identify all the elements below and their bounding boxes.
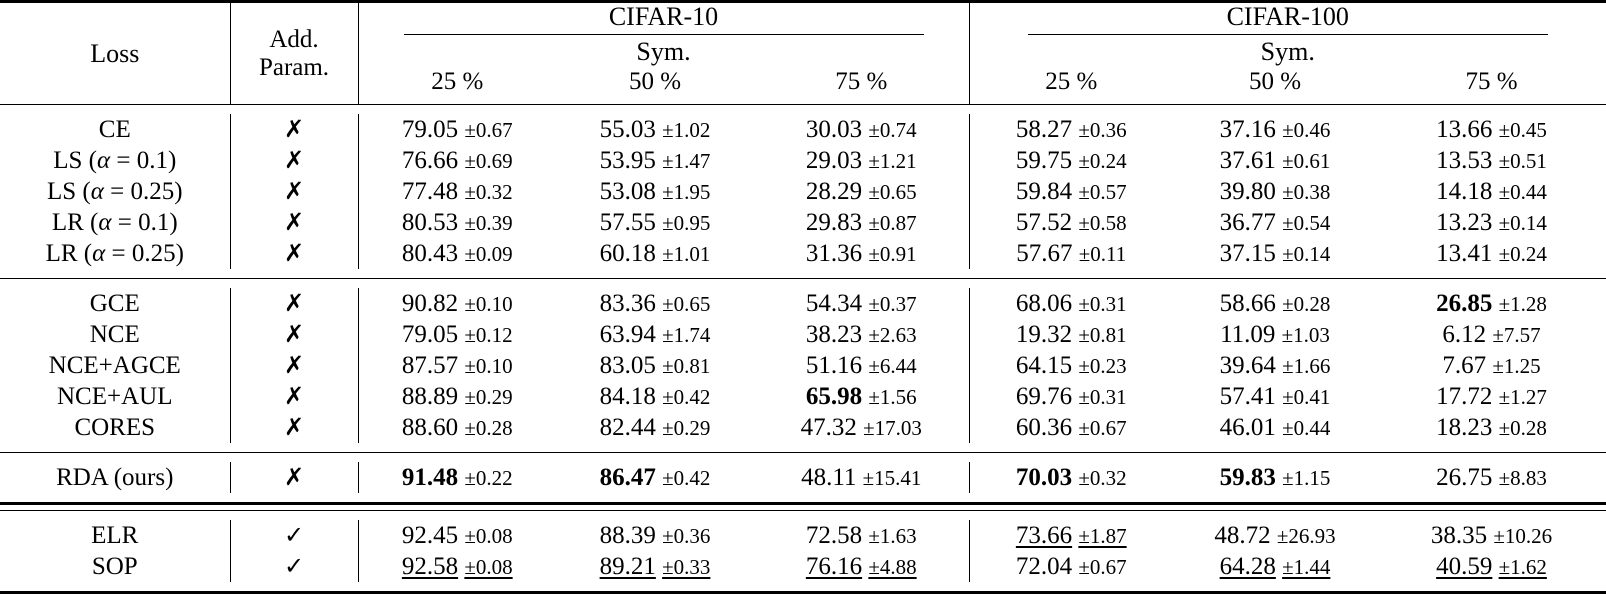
result-value: 88.39 bbox=[600, 522, 656, 549]
result-cell bbox=[969, 288, 1173, 319]
result-stddev: ±1.87 bbox=[1078, 524, 1126, 548]
result-cell bbox=[969, 145, 1173, 176]
result-cell bbox=[1173, 381, 1377, 412]
result-cell bbox=[358, 176, 556, 207]
result-value: 59.75 bbox=[1016, 147, 1072, 174]
group-header-cifar-100 bbox=[969, 3, 1606, 66]
noise-level-header-cifar-100-50: 50 % bbox=[1173, 66, 1377, 105]
result-value: 88.89 bbox=[402, 383, 458, 410]
result-value: 39.80 bbox=[1220, 178, 1276, 205]
result-stddev: ±0.24 bbox=[1078, 149, 1126, 173]
table-row bbox=[0, 319, 1606, 350]
result-cell bbox=[556, 207, 754, 238]
row-label-ls-0-1: LS (α = 0.1) bbox=[0, 145, 230, 176]
result-value: 76.16 bbox=[806, 553, 862, 580]
result-stddev: ±0.65 bbox=[662, 292, 710, 316]
result-value: 53.08 bbox=[600, 178, 656, 205]
result-stddev: ±1.74 bbox=[662, 323, 710, 347]
result-cell bbox=[1377, 381, 1606, 412]
result-cell bbox=[556, 381, 754, 412]
table-row bbox=[0, 207, 1606, 238]
group-underline bbox=[1028, 34, 1548, 35]
result-stddev: ±0.09 bbox=[464, 242, 512, 266]
result-stddev: ±0.32 bbox=[464, 180, 512, 204]
result-stddev: ±0.67 bbox=[464, 118, 512, 142]
result-value: 13.66 bbox=[1436, 116, 1492, 143]
result-stddev: ±0.95 bbox=[662, 211, 710, 235]
result-cell bbox=[358, 412, 556, 443]
table-row bbox=[0, 238, 1606, 269]
result-cell bbox=[1377, 520, 1606, 551]
result-cell bbox=[1377, 176, 1606, 207]
result-value: 57.55 bbox=[600, 209, 656, 236]
result-stddev: ±0.87 bbox=[868, 211, 916, 235]
result-value: 48.11 bbox=[801, 464, 856, 491]
result-value: 11.09 bbox=[1220, 321, 1275, 348]
result-value: 48.72 bbox=[1214, 522, 1270, 549]
result-stddev: ±1.44 bbox=[1282, 555, 1330, 579]
result-stddev: ±0.28 bbox=[464, 416, 512, 440]
result-cell bbox=[1173, 412, 1377, 443]
result-stddev: ±0.65 bbox=[868, 180, 916, 204]
result-value: 60.36 bbox=[1016, 414, 1072, 441]
result-value: 28.29 bbox=[806, 178, 862, 205]
result-value: 58.66 bbox=[1220, 290, 1276, 317]
result-cell bbox=[556, 114, 754, 145]
addparam-line2: Param. bbox=[231, 54, 358, 82]
result-value: 80.53 bbox=[402, 209, 458, 236]
result-cell bbox=[754, 207, 969, 238]
group-name: CIFAR-100 bbox=[970, 3, 1606, 32]
table-row bbox=[0, 381, 1606, 412]
result-cell bbox=[358, 114, 556, 145]
result-stddev: ±1.02 bbox=[662, 118, 710, 142]
result-stddev: ±8.83 bbox=[1499, 466, 1547, 490]
result-value: 38.35 bbox=[1431, 522, 1487, 549]
result-stddev: ±0.51 bbox=[1499, 149, 1547, 173]
result-stddev: ±0.08 bbox=[464, 555, 512, 579]
result-value: 72.04 bbox=[1016, 553, 1072, 580]
result-stddev: ±0.39 bbox=[464, 211, 512, 235]
row-spacer bbox=[0, 279, 1606, 288]
result-value: 6.12 bbox=[1442, 321, 1486, 348]
result-value: 53.95 bbox=[600, 147, 656, 174]
result-stddev: ±0.57 bbox=[1078, 180, 1126, 204]
result-stddev: ±0.44 bbox=[1499, 180, 1547, 204]
result-cell bbox=[556, 551, 754, 582]
result-cell bbox=[1377, 114, 1606, 145]
result-stddev: ±0.61 bbox=[1282, 149, 1330, 173]
row-label-lr-0-1: LR (α = 0.1) bbox=[0, 207, 230, 238]
result-cell bbox=[556, 412, 754, 443]
result-value: 37.15 bbox=[1220, 240, 1276, 267]
result-cell bbox=[1377, 207, 1606, 238]
result-cell bbox=[754, 551, 969, 582]
result-stddev: ±0.41 bbox=[1282, 385, 1330, 409]
result-stddev: ±0.42 bbox=[662, 385, 710, 409]
additional-parameter-mark: ✗ bbox=[230, 288, 358, 319]
result-cell bbox=[969, 319, 1173, 350]
additional-parameter-mark: ✗ bbox=[230, 412, 358, 443]
result-cell bbox=[969, 462, 1173, 493]
result-cell bbox=[969, 412, 1173, 443]
result-stddev: ±0.29 bbox=[662, 416, 710, 440]
row-label-lr-0-25: LR (α = 0.25) bbox=[0, 238, 230, 269]
result-stddev: ±1.03 bbox=[1282, 323, 1330, 347]
row-spacer bbox=[0, 511, 1606, 520]
result-stddev: ±0.29 bbox=[464, 385, 512, 409]
result-value: 37.16 bbox=[1220, 116, 1276, 143]
result-value: 13.41 bbox=[1436, 240, 1492, 267]
result-stddev: ±0.58 bbox=[1078, 211, 1126, 235]
result-value: 63.94 bbox=[600, 321, 656, 348]
result-value: 59.83 bbox=[1220, 464, 1276, 491]
column-header-additional-parameters bbox=[230, 3, 358, 105]
row-label-ls-0-25: LS (α = 0.25) bbox=[0, 176, 230, 207]
result-stddev: ±10.26 bbox=[1493, 524, 1552, 548]
row-label-ce: CE bbox=[0, 114, 230, 145]
result-cell bbox=[754, 319, 969, 350]
group-name: CIFAR-10 bbox=[359, 3, 969, 32]
row-spacer bbox=[0, 453, 1606, 462]
row-spacer bbox=[0, 105, 1606, 114]
result-cell bbox=[754, 350, 969, 381]
row-label-elr: ELR bbox=[0, 520, 230, 551]
row-label-nce-agce: NCE+AGCE bbox=[0, 350, 230, 381]
result-stddev: ±0.31 bbox=[1078, 292, 1126, 316]
result-value: 64.15 bbox=[1016, 352, 1072, 379]
result-value: 26.85 bbox=[1436, 290, 1492, 317]
result-cell bbox=[556, 319, 754, 350]
additional-parameter-mark: ✓ bbox=[230, 520, 358, 551]
result-cell bbox=[556, 145, 754, 176]
group-header-cifar-10 bbox=[358, 3, 969, 66]
result-value: 29.83 bbox=[806, 209, 862, 236]
result-stddev: ±0.08 bbox=[464, 524, 512, 548]
result-stddev: ±0.81 bbox=[662, 354, 710, 378]
table-row bbox=[0, 288, 1606, 319]
result-cell bbox=[358, 145, 556, 176]
row-label-sop: SOP bbox=[0, 551, 230, 582]
result-cell bbox=[358, 551, 556, 582]
result-cell bbox=[1173, 288, 1377, 319]
group-subheader: Sym. bbox=[970, 38, 1606, 67]
table-row bbox=[0, 350, 1606, 381]
result-stddev: ±2.63 bbox=[868, 323, 916, 347]
result-value: 57.67 bbox=[1016, 240, 1072, 267]
result-value: 54.34 bbox=[806, 290, 862, 317]
result-stddev: ±0.37 bbox=[868, 292, 916, 316]
result-value: 14.18 bbox=[1436, 178, 1492, 205]
result-value: 65.98 bbox=[806, 383, 862, 410]
result-value: 91.48 bbox=[402, 464, 458, 491]
result-cell bbox=[1173, 114, 1377, 145]
table-row bbox=[0, 176, 1606, 207]
result-cell bbox=[969, 520, 1173, 551]
result-value: 88.60 bbox=[402, 414, 458, 441]
result-cell bbox=[1377, 319, 1606, 350]
result-stddev: ±0.28 bbox=[1282, 292, 1330, 316]
row-spacer bbox=[0, 269, 1606, 279]
result-stddev: ±1.28 bbox=[1499, 292, 1547, 316]
result-stddev: ±0.24 bbox=[1499, 242, 1547, 266]
result-stddev: ±0.81 bbox=[1078, 323, 1126, 347]
result-value: 72.58 bbox=[806, 522, 862, 549]
addparam-line1: Add. bbox=[231, 26, 358, 54]
result-stddev: ±0.91 bbox=[868, 242, 916, 266]
result-cell bbox=[1173, 238, 1377, 269]
result-cell bbox=[754, 176, 969, 207]
result-value: 31.36 bbox=[806, 240, 862, 267]
row-spacer bbox=[0, 443, 1606, 453]
result-cell bbox=[969, 114, 1173, 145]
result-value: 40.59 bbox=[1436, 553, 1492, 580]
result-stddev: ±1.63 bbox=[868, 524, 916, 548]
result-value: 29.03 bbox=[806, 147, 862, 174]
result-stddev: ±0.14 bbox=[1282, 242, 1330, 266]
result-value: 46.01 bbox=[1220, 414, 1276, 441]
result-stddev: ±0.11 bbox=[1079, 242, 1127, 266]
result-stddev: ±0.46 bbox=[1282, 118, 1330, 142]
result-stddev: ±0.54 bbox=[1282, 211, 1330, 235]
result-value: 26.75 bbox=[1436, 464, 1492, 491]
table-row bbox=[0, 520, 1606, 551]
result-value: 79.05 bbox=[402, 116, 458, 143]
result-stddev: ±0.45 bbox=[1499, 118, 1547, 142]
result-value: 83.36 bbox=[600, 290, 656, 317]
result-cell bbox=[754, 288, 969, 319]
noise-level-header-cifar-10-25: 25 % bbox=[358, 66, 556, 105]
result-stddev: ±7.57 bbox=[1492, 323, 1540, 347]
result-stddev: ±0.32 bbox=[1078, 466, 1126, 490]
row-spacer bbox=[0, 582, 1606, 593]
result-value: 92.45 bbox=[402, 522, 458, 549]
result-stddev: ±1.15 bbox=[1282, 466, 1330, 490]
result-stddev: ±4.88 bbox=[868, 555, 916, 579]
table-row bbox=[0, 412, 1606, 443]
result-cell bbox=[556, 520, 754, 551]
result-value: 70.03 bbox=[1016, 464, 1072, 491]
result-cell bbox=[754, 114, 969, 145]
result-stddev: ±15.41 bbox=[863, 466, 922, 490]
result-value: 51.16 bbox=[806, 352, 862, 379]
noise-level-header-cifar-100-25: 25 % bbox=[969, 66, 1173, 105]
result-cell bbox=[1377, 145, 1606, 176]
result-cell bbox=[754, 412, 969, 443]
result-cell bbox=[754, 520, 969, 551]
result-cell bbox=[358, 381, 556, 412]
result-stddev: ±26.93 bbox=[1277, 524, 1336, 548]
result-cell bbox=[969, 551, 1173, 582]
result-value: 76.66 bbox=[402, 147, 458, 174]
result-cell bbox=[969, 176, 1173, 207]
result-cell bbox=[556, 462, 754, 493]
result-value: 80.43 bbox=[402, 240, 458, 267]
result-value: 57.52 bbox=[1016, 209, 1072, 236]
result-stddev: ±1.95 bbox=[662, 180, 710, 204]
result-stddev: ±0.33 bbox=[662, 555, 710, 579]
result-cell bbox=[1173, 350, 1377, 381]
result-cell bbox=[358, 319, 556, 350]
result-cell bbox=[1173, 551, 1377, 582]
result-cell bbox=[1377, 288, 1606, 319]
result-stddev: ±0.31 bbox=[1078, 385, 1126, 409]
result-value: 69.76 bbox=[1016, 383, 1072, 410]
result-value: 68.06 bbox=[1016, 290, 1072, 317]
result-cell bbox=[358, 520, 556, 551]
result-stddev: ±1.66 bbox=[1282, 354, 1330, 378]
result-value: 57.41 bbox=[1220, 383, 1276, 410]
additional-parameter-mark: ✗ bbox=[230, 207, 358, 238]
result-value: 30.03 bbox=[806, 116, 862, 143]
result-cell bbox=[1377, 551, 1606, 582]
result-value: 92.58 bbox=[402, 553, 458, 580]
result-cell bbox=[754, 462, 969, 493]
table-row bbox=[0, 145, 1606, 176]
result-value: 58.27 bbox=[1016, 116, 1072, 143]
result-value: 59.84 bbox=[1016, 178, 1072, 205]
row-spacer bbox=[0, 493, 1606, 504]
additional-parameter-mark: ✗ bbox=[230, 238, 358, 269]
group-subheader: Sym. bbox=[359, 38, 969, 67]
result-stddev: ±1.21 bbox=[868, 149, 916, 173]
result-value: 87.57 bbox=[402, 352, 458, 379]
result-value: 38.23 bbox=[806, 321, 862, 348]
result-cell bbox=[556, 350, 754, 381]
result-cell bbox=[1173, 145, 1377, 176]
result-value: 86.47 bbox=[600, 464, 656, 491]
result-stddev: ±0.67 bbox=[1078, 555, 1126, 579]
result-cell bbox=[754, 238, 969, 269]
additional-parameter-mark: ✗ bbox=[230, 145, 358, 176]
result-value: 64.28 bbox=[1220, 553, 1276, 580]
result-value: 17.72 bbox=[1436, 383, 1492, 410]
result-stddev: ±0.10 bbox=[464, 292, 512, 316]
result-stddev: ±0.22 bbox=[464, 466, 512, 490]
result-value: 60.18 bbox=[600, 240, 656, 267]
result-value: 13.53 bbox=[1436, 147, 1492, 174]
result-cell bbox=[1377, 462, 1606, 493]
result-value: 13.23 bbox=[1436, 209, 1492, 236]
noise-level-header-cifar-10-75: 75 % bbox=[754, 66, 969, 105]
result-stddev: ±0.69 bbox=[464, 149, 512, 173]
result-cell bbox=[556, 238, 754, 269]
result-value: 19.32 bbox=[1016, 321, 1072, 348]
result-cell bbox=[358, 288, 556, 319]
result-stddev: ±1.62 bbox=[1499, 555, 1547, 579]
row-label-cores: CORES bbox=[0, 412, 230, 443]
additional-parameter-mark: ✗ bbox=[230, 319, 358, 350]
result-value: 79.05 bbox=[402, 321, 458, 348]
result-stddev: ±0.74 bbox=[868, 118, 916, 142]
result-cell bbox=[754, 381, 969, 412]
result-value: 83.05 bbox=[600, 352, 656, 379]
result-cell bbox=[1173, 462, 1377, 493]
result-stddev: ±6.44 bbox=[868, 354, 916, 378]
row-label-gce: GCE bbox=[0, 288, 230, 319]
result-stddev: ±0.10 bbox=[464, 354, 512, 378]
result-stddev: ±0.44 bbox=[1282, 416, 1330, 440]
result-cell bbox=[1173, 207, 1377, 238]
result-stddev: ±1.47 bbox=[662, 149, 710, 173]
row-label-nce: NCE bbox=[0, 319, 230, 350]
result-stddev: ±0.12 bbox=[464, 323, 512, 347]
result-value: 89.21 bbox=[600, 553, 656, 580]
result-cell bbox=[1173, 319, 1377, 350]
result-value: 18.23 bbox=[1436, 414, 1492, 441]
column-header-loss: Loss bbox=[0, 3, 230, 105]
result-cell bbox=[969, 350, 1173, 381]
result-value: 90.82 bbox=[402, 290, 458, 317]
result-cell bbox=[1377, 350, 1606, 381]
additional-parameter-mark: ✗ bbox=[230, 462, 358, 493]
result-cell bbox=[358, 350, 556, 381]
additional-parameter-mark: ✓ bbox=[230, 551, 358, 582]
result-cell bbox=[556, 176, 754, 207]
result-stddev: ±1.01 bbox=[662, 242, 710, 266]
result-stddev: ±0.28 bbox=[1499, 416, 1547, 440]
table-row bbox=[0, 462, 1606, 493]
result-value: 47.32 bbox=[801, 414, 857, 441]
result-stddev: ±1.56 bbox=[868, 385, 916, 409]
group-underline bbox=[404, 34, 924, 35]
result-stddev: ±1.27 bbox=[1499, 385, 1547, 409]
result-value: 7.67 bbox=[1442, 352, 1486, 379]
result-cell bbox=[754, 145, 969, 176]
result-stddev: ±1.25 bbox=[1492, 354, 1540, 378]
additional-parameter-mark: ✗ bbox=[230, 114, 358, 145]
result-cell bbox=[1173, 520, 1377, 551]
result-stddev: ±0.36 bbox=[662, 524, 710, 548]
additional-parameter-mark: ✗ bbox=[230, 350, 358, 381]
result-value: 39.64 bbox=[1220, 352, 1276, 379]
noise-level-header-cifar-100-75: 75 % bbox=[1377, 66, 1606, 105]
result-cell bbox=[969, 381, 1173, 412]
result-cell bbox=[358, 238, 556, 269]
table-row bbox=[0, 551, 1606, 582]
result-value: 36.77 bbox=[1220, 209, 1276, 236]
noise-level-header-cifar-10-50: 50 % bbox=[556, 66, 754, 105]
additional-parameter-mark: ✗ bbox=[230, 176, 358, 207]
result-stddev: ±0.38 bbox=[1282, 180, 1330, 204]
result-value: 77.48 bbox=[402, 178, 458, 205]
result-value: 84.18 bbox=[600, 383, 656, 410]
result-value: 73.66 bbox=[1016, 522, 1072, 549]
table-row bbox=[0, 114, 1606, 145]
result-stddev: ±0.67 bbox=[1078, 416, 1126, 440]
result-value: 55.03 bbox=[600, 116, 656, 143]
result-cell bbox=[556, 288, 754, 319]
row-label-rda-ours: RDA (ours) bbox=[0, 462, 230, 493]
result-cell bbox=[1173, 176, 1377, 207]
row-label-nce-aul: NCE+AUL bbox=[0, 381, 230, 412]
result-stddev: ±0.14 bbox=[1499, 211, 1547, 235]
result-cell bbox=[969, 238, 1173, 269]
result-cell bbox=[1377, 238, 1606, 269]
result-value: 82.44 bbox=[600, 414, 656, 441]
result-value: 37.61 bbox=[1220, 147, 1276, 174]
result-stddev: ±0.23 bbox=[1078, 354, 1126, 378]
result-cell bbox=[358, 207, 556, 238]
result-cell bbox=[969, 207, 1173, 238]
result-cell bbox=[1377, 412, 1606, 443]
result-stddev: ±17.03 bbox=[863, 416, 922, 440]
additional-parameter-mark: ✗ bbox=[230, 381, 358, 412]
result-stddev: ±0.42 bbox=[662, 466, 710, 490]
result-stddev: ±0.36 bbox=[1078, 118, 1126, 142]
result-cell bbox=[358, 462, 556, 493]
